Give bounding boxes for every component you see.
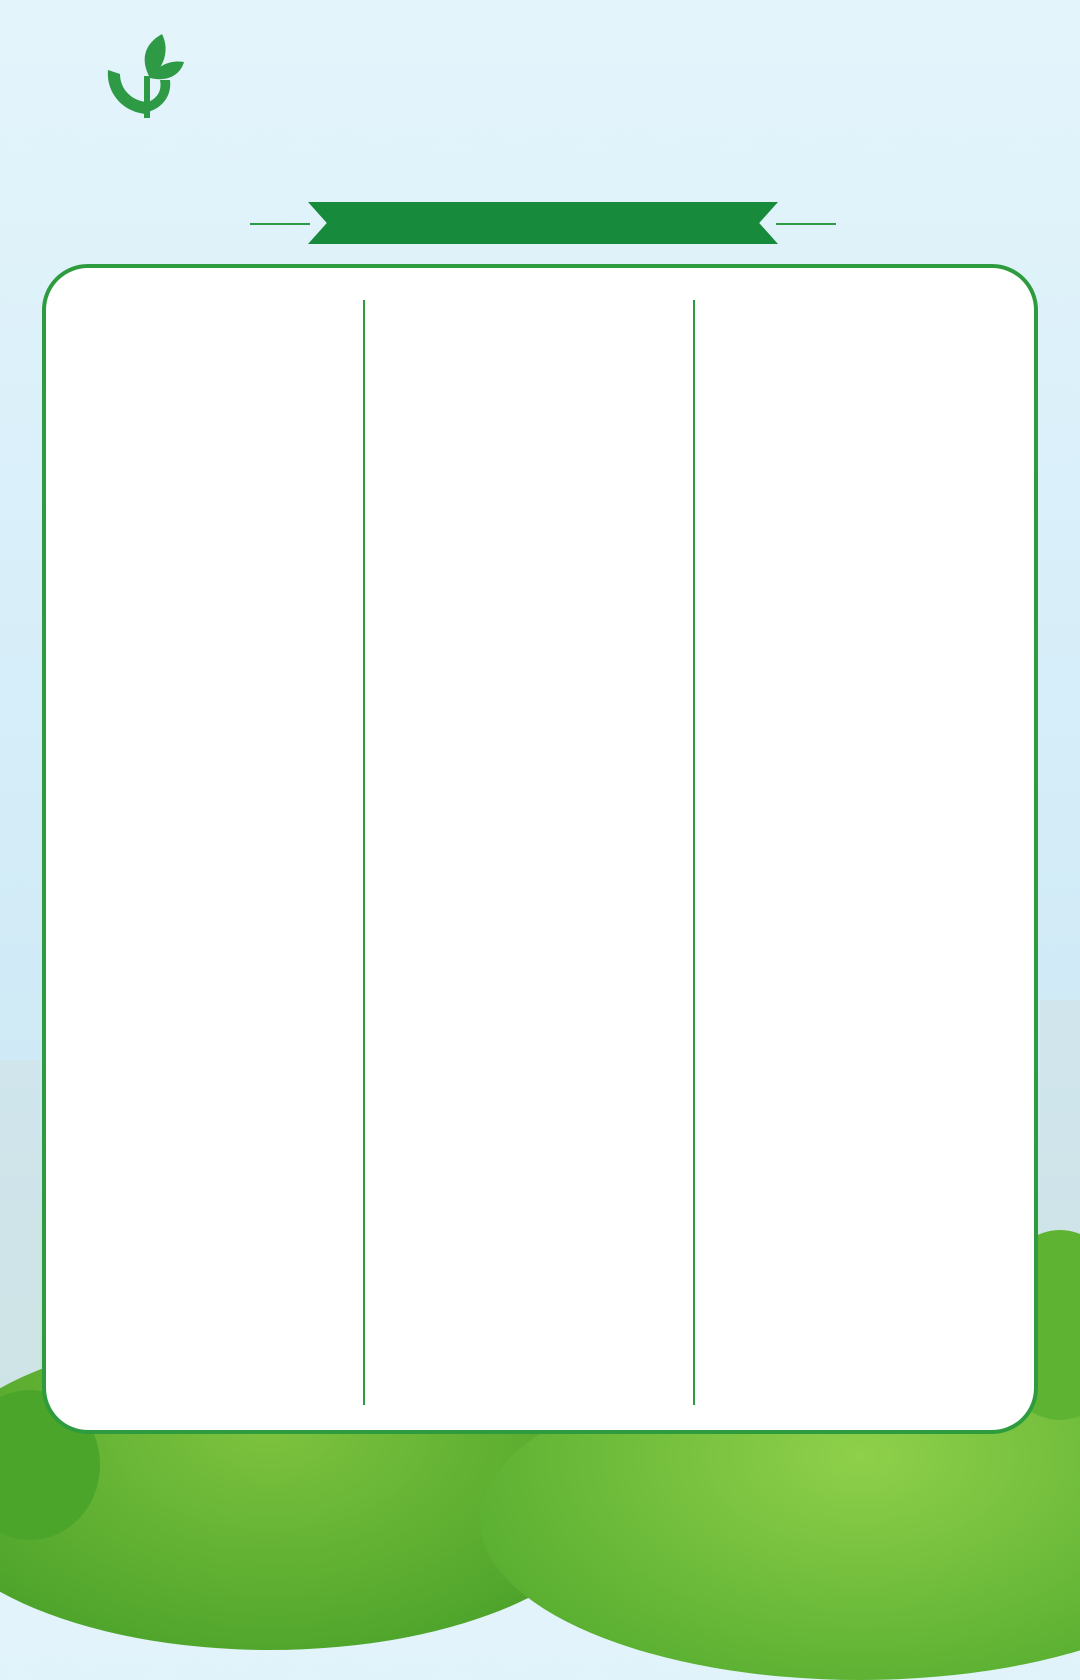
subtitle-ribbon [308, 202, 778, 244]
column-divider-1 [363, 300, 365, 1405]
ribbon-line-right [776, 223, 836, 225]
ribbon-line-left [250, 223, 310, 225]
column-divider-2 [693, 300, 695, 1405]
city-building-left [0, 1060, 40, 1390]
report-catalog-card [42, 264, 1038, 1434]
page-title [298, 62, 798, 192]
sprout-hands-icon [100, 30, 190, 122]
brand-logo [40, 30, 250, 170]
